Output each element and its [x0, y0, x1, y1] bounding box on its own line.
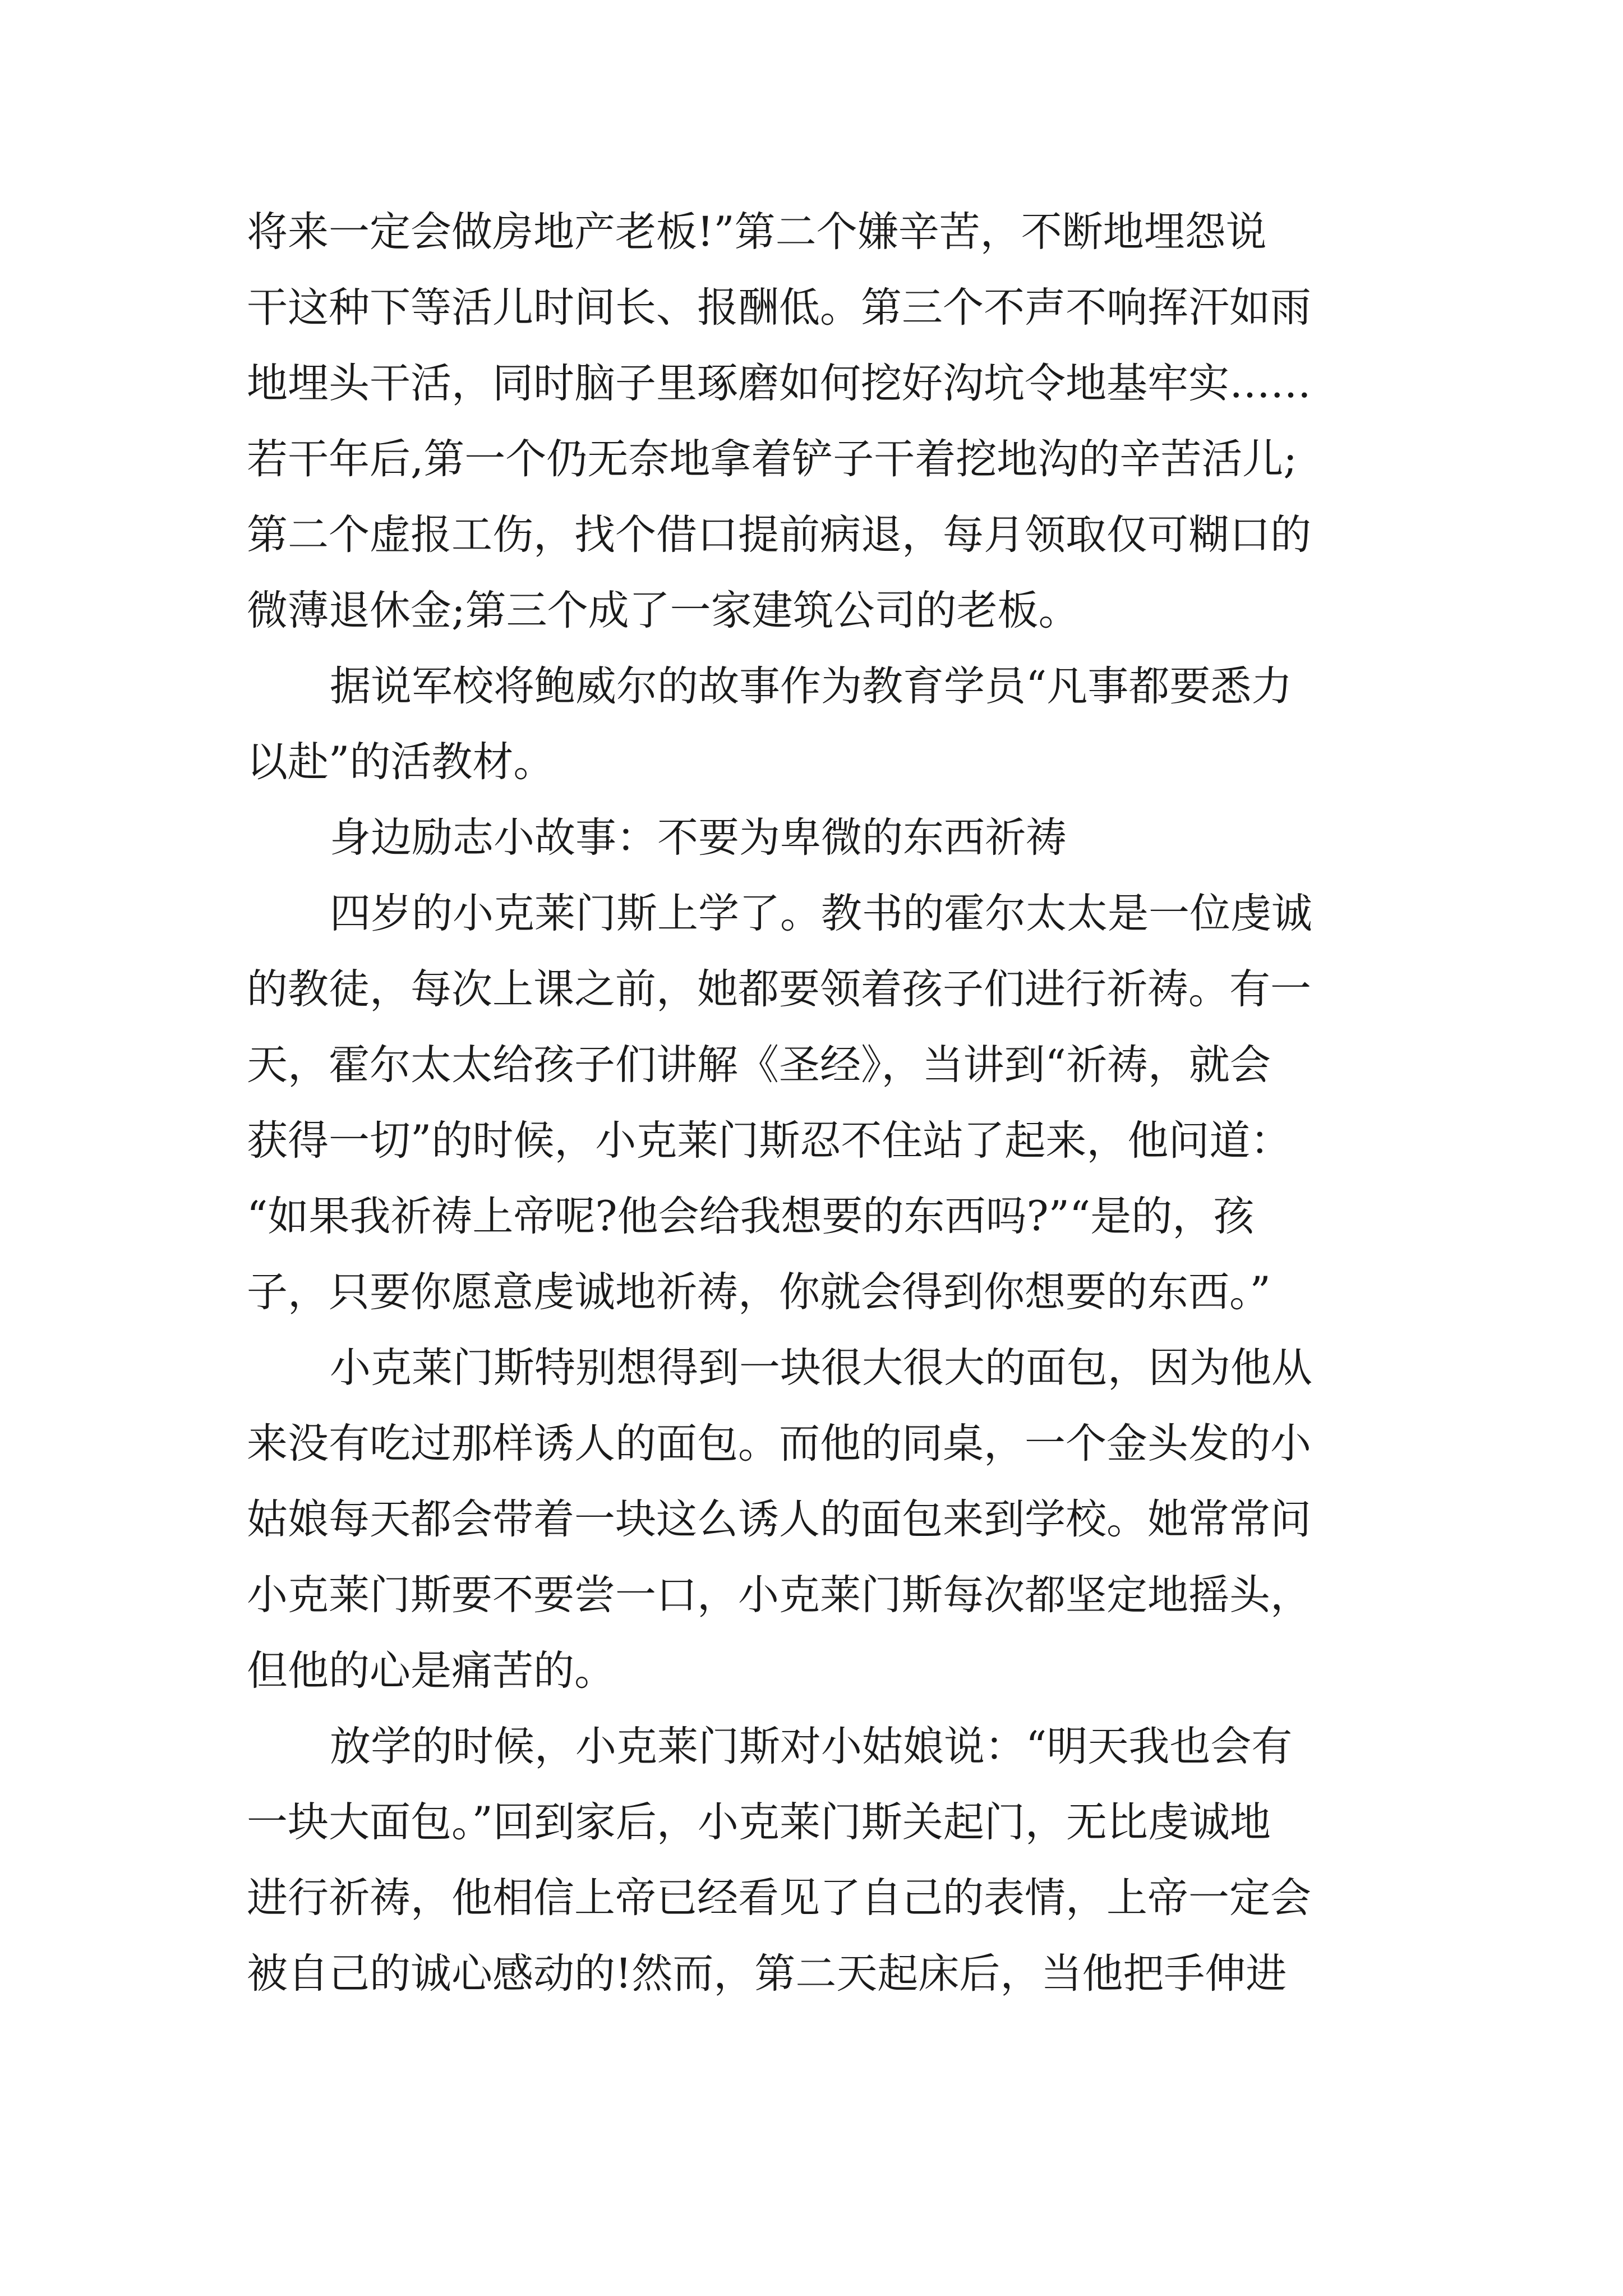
text-line: 但他的心是痛苦的。: [247, 1647, 615, 1695]
body-text: [247, 194, 1391, 2012]
text-line: 小克莱门斯要不要尝一口，小克莱门斯每次都坚定地摇头，: [247, 1571, 1311, 1619]
text-line: 微薄退休金;第三个成了一家建筑公司的老板。: [247, 587, 1080, 634]
text-line: 天，霍尔太太给孩子们讲解《圣经》，当讲到“祈祷，就会: [247, 1041, 1271, 1089]
text-line: 来没有吃过那样诱人的面包。而他的同桌，一个金头发的小: [247, 1420, 1311, 1467]
text-line: 进行祈祷，他相信上帝已经看见了自己的表情，上帝一定会: [247, 1874, 1311, 1922]
text-line: 身边励志小故事：不要为卑微的东西祈祷: [330, 814, 1067, 862]
text-line: 干这种下等活儿时间长、报酬低。第三个不声不响挥汗如雨: [247, 284, 1311, 332]
text-line: 小克莱门斯特别想得到一块很大很大的面包，因为他从: [330, 1344, 1312, 1392]
text-line: 放学的时候，小克莱门斯对小姑娘说：“明天我也会有: [330, 1723, 1293, 1770]
text-line: 以赴”的活教材。: [247, 738, 555, 786]
text-line: 获得一切”的时候，小克莱门斯忍不住站了起来，他问道：: [247, 1117, 1292, 1165]
text-line: 被自己的诚心感动的!然而，第二天起床后，当他把手伸进: [247, 1950, 1287, 1998]
text-line: 姑娘每天都会带着一块这么诱人的面包来到学校。她常常问: [247, 1496, 1311, 1543]
text-line: 地埋头干活，同时脑子里琢磨如何挖好沟坑令地基牢实……: [247, 360, 1311, 407]
text-line: 的教徒，每次上课之前，她都要领着孩子们进行祈祷。有一: [247, 965, 1311, 1013]
text-line: “如果我祈祷上帝呢?他会给我想要的东西吗?”“是的，孩: [247, 1193, 1255, 1240]
text-line: 子，只要你愿意虔诚地祈祷，你就会得到你想要的东西。”: [247, 1268, 1271, 1316]
text-line: 一块大面包。”回到家后，小克莱门斯关起门，无比虔诚地: [247, 1798, 1271, 1846]
text-line: 将来一定会做房地产老板!”第二个嫌辛苦，不断地埋怨说: [247, 208, 1267, 256]
text-line: 四岁的小克莱门斯上学了。教书的霍尔太太是一位虔诚: [330, 890, 1312, 937]
text-line: 据说军校将鲍威尔的故事作为教育学员“凡事都要悉力: [330, 662, 1293, 710]
text-line: 第二个虚报工伤，找个借口提前病退，每月领取仅可糊口的: [247, 511, 1311, 559]
text-line: 若干年后,第一个仍无奈地拿着铲子干着挖地沟的辛苦活儿;: [247, 435, 1297, 483]
